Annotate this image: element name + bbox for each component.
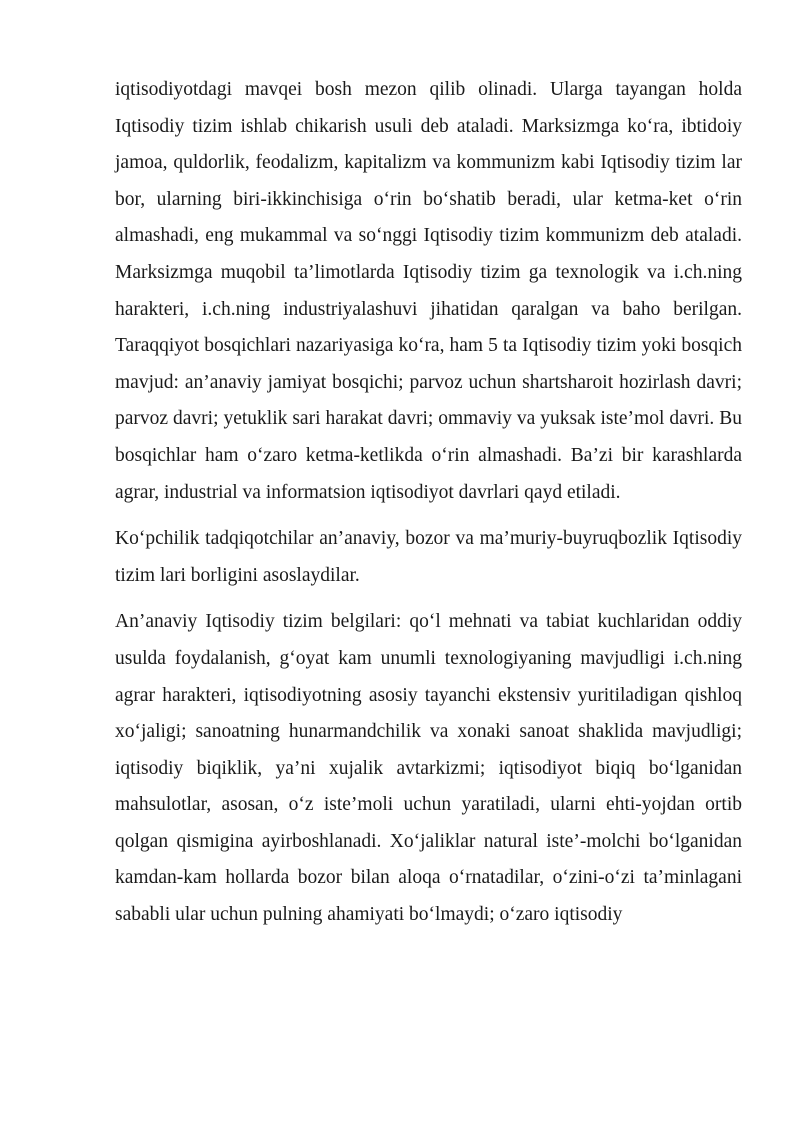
paragraph-economic-systems-theory: iqtisodiyotdagi mavqei bosh mezon qilib olinadi. Ularga tayangan holda Iqtisodiy tizim ishlab chikarish usuli deb ataladi. Marksizmga ko‘ra, ibtidoiy jamoa, quldorlik, feodalizm, kapitalizm va kommunizm kabi Iqtisodiy tizim lar bor, ularning biri-ikkinchisiga o‘rin bo‘shatib beradi, ular ketma-ket o‘rin almashadi, eng mukammal va so‘nggi Iqtisodiy tizim kommunizm deb ataladi. Marksizmga muqobil ta’limotlarda Iqtisodiy tizim ga texnologik va i.ch.ning harakteri, i.ch.ning industriyalashuvi jihatidan qaralgan va baho berilgan. Taraqqiyot bosqichlari nazariyasiga ko‘ra, ham 5 ta Iqtisodiy tizim yoki bosqich mavjud: an’anaviy jamiyat bosqichi; parvoz uchun shartsharoit hozirlash davri; parvoz davri; yetuklik sari harakat davri; ommaviy va yuksak iste’mol davri. Bu bosqichlar ham o‘zaro ketma-ketlikda o‘rin almashadi. Ba’zi bir karashlarda agrar, industrial va informatsion iqtisodiyot davrlari qayd etiladi.: [115, 79, 742, 503]
document-page: [115, 72, 742, 934]
paragraph-three-system-types: Ko‘pchilik tadqiqotchilar an’anaviy, bozor va ma’muriy-buyruqbozlik Iqtisodiy tizim lari borligini asoslaydilar.: [115, 528, 742, 586]
paragraph-traditional-system-features: An’anaviy Iqtisodiy tizim belgilari: qo‘l mehnati va tabiat kuchlaridan oddiy usulda foydalanish, g‘oyat kam unumli texnologiyaning mavjudligi i.ch.ning agrar harakteri, iqtisodiyotning asosiy tayanchi ekstensiv yuritiladigan qishloq xo‘jaligi; sanoatning hunarmandchilik va xonaki sanoat shaklida mavjudligi; iqtisodiy biqiklik, ya’ni xujalik avtarkizmi; iqtisodiyot biqiq bo‘lganidan mahsulotlar, asosan, o‘z iste’moli uchun yaratiladi, ularni ehti-yojdan ortib qolgan qismigina ayirboshlanadi. Xo‘jaliklar natural iste’-molchi bo‘lganidan kamdan-kam hollarda bozor bilan aloqa o‘rnatadilar, o‘zini-o‘zi ta’minlagani sababli ular uchun pulning ahamiyati bo‘lmaydi; o‘zaro iqtisodiy: [115, 611, 742, 926]
